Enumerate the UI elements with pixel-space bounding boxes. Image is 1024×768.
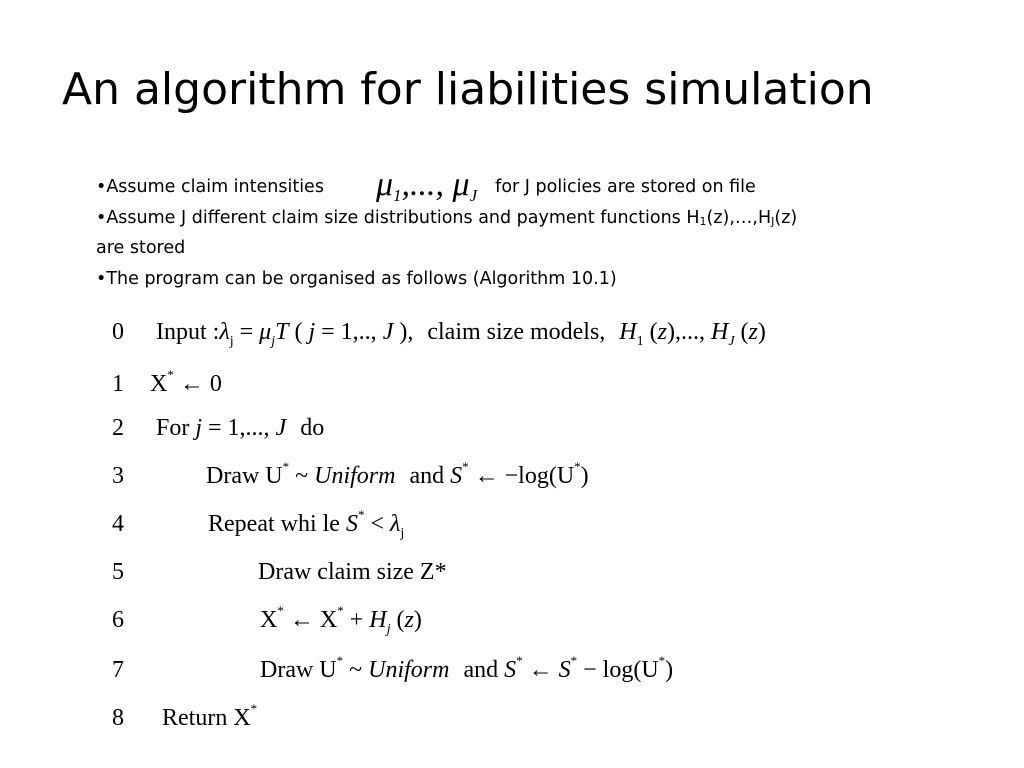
bullet-claim-intensities: •Assume claim intensities $\mu_1$,..., $\mu_J$ for J policies are stored on file [96, 166, 756, 205]
bullet-program: •The program can be organised as follows (Algorithm 10.1) [96, 268, 617, 289]
algo-text: For j = 1,..., J do [156, 415, 325, 441]
bullet-list [96, 166, 956, 294]
bullet-continuation: are stored [96, 238, 186, 258]
mu-formula: $\mu_1$,..., $\mu_J$ [375, 166, 478, 205]
algo-text: X* ← $X^* + H_j$ (z) [260, 603, 422, 637]
bullet-claim-distributions: •Assume J different claim size distributions and payment functions $H_1(z),\dots,H_J(z)$ [96, 207, 798, 228]
algo-text: Input $:\lambda_j = \mu_jT$ ( j = 1,.., J ), claim size models, $H_1$ (z),..., $H_J$ (z) [156, 319, 766, 349]
slide: An algorithm for liabilities simulation •Assume claim intensities $\mu_1$,..., $\mu_J$ for J policies are stored on file •Assume J different claim size distributions and payment functions $H_1(z),\dots,H_J(z)$ are stored •The program can be organised as follows (Algorithm 10.1) 0 Input $:\lambda_j = \mu_jT$ ( j = 1,.., J ), claim size models, $H_1$ (z),..., $H_J$ (z) 1 X* ← 0 2 For j = 1,..., J do 3 Draw U* ~ Uniform and S* ← −log(U*) 4 Repeat whi le $S^* < \lambda_j$ 5 Draw claim size Z* 6 X* ← $X^* + H_j$ (z) 7 Draw U* ~ Uniform and S* ← S* − log(U*) 8 Return X* [0, 0, 1024, 768]
slide-title: An algorithm for liabilities simulation [62, 64, 874, 115]
algo-text: Draw U* ~ Uniform and S* ← S* − log(U*) [260, 653, 674, 683]
algo-text: X* ← 0 [150, 367, 222, 397]
algo-text: Draw U* ~ Uniform and S* ← −log(U*) [206, 459, 589, 489]
bullet-text: Assume claim intensities [106, 177, 324, 197]
algo-text: Return X* [162, 701, 258, 731]
algo-text: Repeat whi le $S^* < \lambda_j$ [208, 507, 405, 541]
bullet-text: for J policies are stored on file [495, 177, 756, 197]
algo-text: Draw claim size Z* [258, 559, 447, 585]
